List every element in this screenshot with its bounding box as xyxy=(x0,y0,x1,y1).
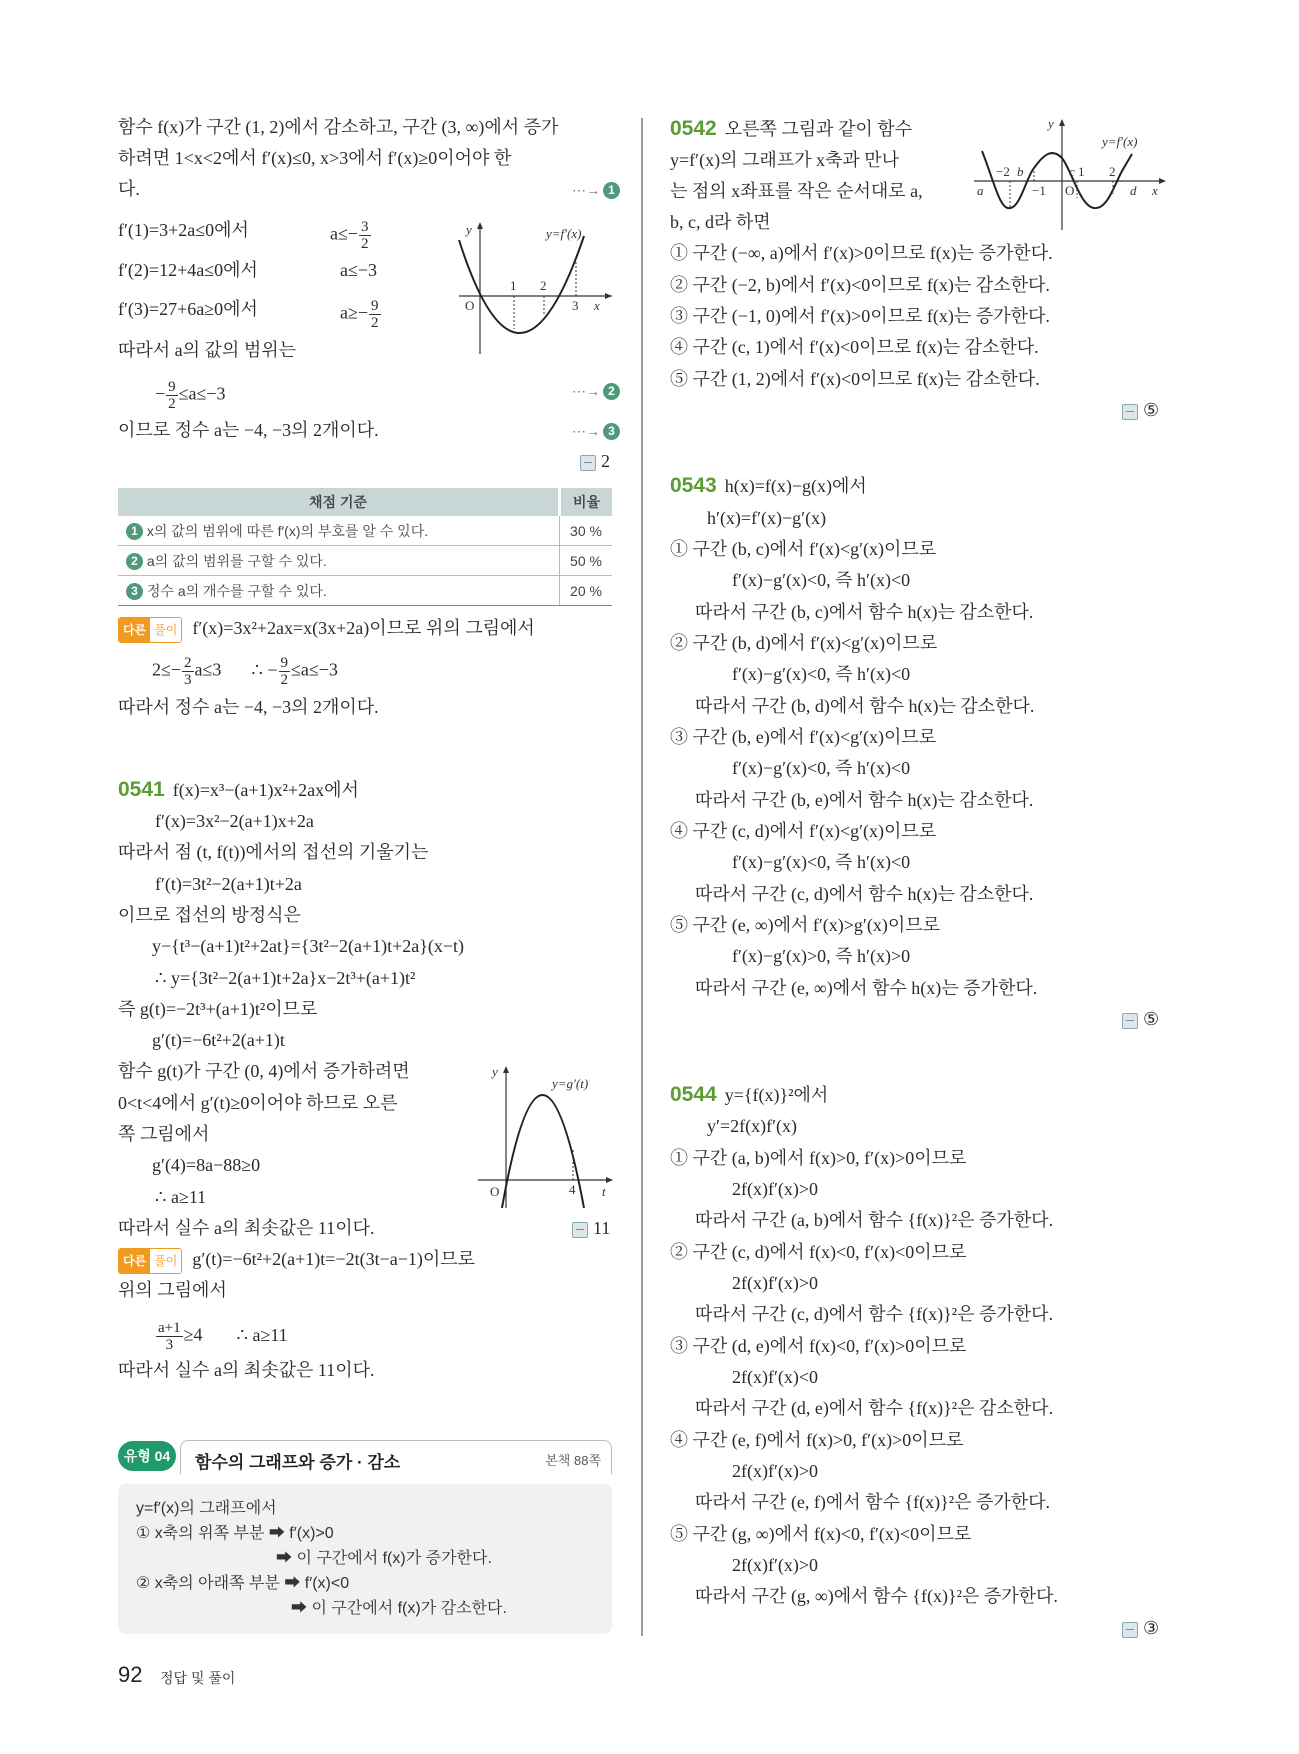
type-badge: 유형 04 xyxy=(118,1441,176,1471)
denominator: 2 xyxy=(168,396,176,412)
y-label: y xyxy=(1048,116,1054,131)
expr: ∴ − xyxy=(251,659,278,680)
problem-number: 0542 xyxy=(670,117,717,140)
answer-icon xyxy=(572,1222,588,1238)
solution-line: f′(x)−g′(x)<0, 즉 h′(x)<0 xyxy=(732,852,911,872)
solution-line: ④ 구간 (e, f)에서 f(x)>0, f′(x)>0이므로 xyxy=(670,1430,964,1450)
root-label: d xyxy=(1130,183,1137,198)
solution-line: 따라서 구간 (c, d)에서 함수 h(x)는 감소한다. xyxy=(695,884,1034,904)
solution-line: 2f(x)f′(x)>0 xyxy=(732,1555,819,1575)
solution-line: 따라서 실수 a의 최솟값은 11이다. xyxy=(118,1360,375,1380)
inequality: a≥− xyxy=(340,302,369,323)
column-header-ratio: 비율 xyxy=(560,488,613,516)
choice-line: ⑤ 구간 (1, 2)에서 f′(x)<0이므로 f(x)는 감소한다. xyxy=(670,369,1040,389)
badge-text: 풀이 xyxy=(150,618,181,642)
step-circle: 2 xyxy=(603,383,620,400)
solution-line: y=f′(x)의 그래프가 x축과 만나 xyxy=(670,150,900,170)
equation-left: f′(2)=12+4a≤0에서 xyxy=(118,260,258,280)
solution-line: 이므로 접선의 방정식은 xyxy=(118,905,301,925)
solution-line: 는 점의 x좌표를 작은 순서대로 a, xyxy=(670,181,923,201)
alt-solution-line xyxy=(118,617,535,643)
denominator: 2 xyxy=(371,315,379,331)
equation xyxy=(118,259,378,281)
solution-line: ② 구간 (b, d)에서 f′(x)<g′(x)이므로 xyxy=(670,633,938,653)
curve-label: y=f′(x) xyxy=(546,226,582,241)
solution-line: 다. xyxy=(118,179,140,199)
tip-line: ➡ 이 구간에서 f(x)가 증가한다. xyxy=(276,1550,492,1567)
ratio-cell: 20 % xyxy=(560,576,613,606)
arrow-icon: ⋯→ xyxy=(572,425,600,440)
solution-line: ① 구간 (a, b)에서 f(x)>0, f′(x)>0이므로 xyxy=(670,1148,967,1168)
fraction xyxy=(369,298,381,331)
solution-line: b, c, d라 하면 xyxy=(670,212,771,232)
answer-icon xyxy=(1122,404,1138,420)
answer xyxy=(572,1217,610,1239)
tick-label: 1 xyxy=(1078,164,1085,179)
problem-number: 0544 xyxy=(670,1083,717,1106)
step-marker-2 xyxy=(572,379,620,404)
solution-line: 2f(x)f′(x)>0 xyxy=(732,1179,819,1199)
solution-line: 2f(x)f′(x)>0 xyxy=(732,1273,819,1293)
answer xyxy=(1122,399,1159,421)
denominator: 2 xyxy=(361,236,369,252)
answer-value: 2 xyxy=(601,451,610,471)
graph-f-prime-parabola xyxy=(454,218,614,358)
solution-line: 따라서 구간 (b, c)에서 함수 h(x)는 감소한다. xyxy=(695,602,1034,622)
equation xyxy=(118,298,379,331)
badge-text: 풀이 xyxy=(150,1249,181,1273)
root-label: b xyxy=(1017,164,1024,179)
column-divider xyxy=(641,118,643,1636)
solution-line: 함수 f(x)가 구간 (1, 2)에서 감소하고, 구간 (3, ∞)에서 증가 xyxy=(118,117,559,137)
fraction xyxy=(182,655,194,688)
step-marker-1 xyxy=(572,178,620,203)
badge-text: 다른 xyxy=(119,618,150,642)
solution-line: ③ 구간 (b, e)에서 f′(x)<g′(x)이므로 xyxy=(670,727,937,747)
criteria-cell xyxy=(118,546,560,576)
solution-line: f′(x)−g′(x)<0, 즉 h′(x)<0 xyxy=(732,664,911,684)
fraction xyxy=(166,379,178,412)
tip-line: ① x축의 위쪽 부분 ➡ f′(x)>0 xyxy=(136,1525,334,1542)
solution-line: f′(x)−g′(x)>0, 즉 h′(x)>0 xyxy=(732,946,911,966)
answer-value: ⑤ xyxy=(1143,400,1160,420)
solution-line: 따라서 구간 (e, ∞)에서 함수 h(x)는 증가한다. xyxy=(695,978,1038,998)
solution-line: 2f(x)f′(x)>0 xyxy=(732,1461,819,1481)
solution-line: 따라서 점 (t, f(t))에서의 접선의 기울기는 xyxy=(118,842,429,862)
solution-line: 따라서 구간 (a, b)에서 함수 {f(x)}²은 증가한다. xyxy=(695,1210,1054,1230)
root-label: c xyxy=(1069,164,1075,179)
graph-f-prime-quartic xyxy=(972,116,1168,232)
denominator: 2 xyxy=(280,672,289,688)
solution-line: h′(x)=f′(x)−g′(x) xyxy=(707,508,827,528)
solution-line: 따라서 구간 (b, e)에서 함수 h(x)는 감소한다. xyxy=(695,790,1034,810)
solution-line: f′(x)=3x²−2(a+1)x+2a xyxy=(155,811,314,831)
step-circle: 1 xyxy=(603,182,620,199)
type-title: 함수의 그래프와 증가 · 감소 xyxy=(195,1453,401,1472)
inequality: ≤a≤−3 xyxy=(178,383,226,404)
t-label: t xyxy=(602,1184,606,1199)
tick-label: 3 xyxy=(572,298,579,313)
solution-line: 0<t<4에서 g′(t)≥0이어야 하므로 오른 xyxy=(118,1093,398,1113)
expr: 2≤− xyxy=(152,659,182,680)
solution-line: ① 구간 (b, c)에서 f′(x)<g′(x)이므로 xyxy=(670,539,937,559)
ratio-cell: 50 % xyxy=(560,546,613,576)
solution-line: 함수 g(t)가 구간 (0, 4)에서 증가하려면 xyxy=(118,1061,410,1081)
solution-line: 하려면 1<x<2에서 f′(x)≤0, x>3에서 f′(x)≥0이어야 한 xyxy=(118,148,512,168)
answer-value: ③ xyxy=(1143,1618,1160,1638)
tick-label: −2 xyxy=(996,164,1010,179)
graph-g-prime xyxy=(476,1062,616,1212)
problem-number: 0541 xyxy=(118,778,165,801)
fraction xyxy=(359,219,371,252)
tick-label: 2 xyxy=(540,278,547,293)
type-title-tab xyxy=(180,1440,612,1474)
table-row xyxy=(118,576,612,606)
alt-solution-text: g′(t)=−6t²+2(a+1)t=−2t(3t−a−1)이므로 xyxy=(192,1249,476,1270)
problem-0543-header xyxy=(670,475,867,497)
tick-label: −1 xyxy=(1032,183,1046,198)
inequality: a≤− xyxy=(330,223,359,244)
origin-label: O xyxy=(490,1184,500,1199)
solution-line: f′(x)−g′(x)<0, 즉 h′(x)<0 xyxy=(732,570,911,590)
solution-line: 쪽 그림에서 xyxy=(118,1124,210,1144)
solution-line: ④ 구간 (c, d)에서 f′(x)<g′(x)이므로 xyxy=(670,821,937,841)
solution-line: 2f(x)f′(x)<0 xyxy=(732,1367,819,1387)
equation-right xyxy=(330,219,372,252)
tick-label: 1 xyxy=(510,278,517,293)
alt-solution-badge xyxy=(118,1248,182,1274)
solution-text: y={f(x)}²에서 xyxy=(724,1085,829,1105)
origin-label: O xyxy=(465,298,475,313)
solution-text: f(x)=x³−(a+1)x²+2ax에서 xyxy=(172,780,359,800)
solution-line: 위의 그림에서 xyxy=(118,1280,227,1300)
criteria-cell xyxy=(118,576,560,606)
equation-left: f′(3)=27+6a≥0에서 xyxy=(118,299,258,319)
step-circle: 2 xyxy=(126,553,143,570)
step-circle: 3 xyxy=(603,423,620,440)
step-circle: 3 xyxy=(126,583,143,600)
solution-text: h(x)=f(x)−g(x)에서 xyxy=(724,476,867,496)
solution-line: ∴ y={3t²−2(a+1)t+2a}x−2t³+(a+1)t² xyxy=(155,968,416,988)
numerator: 9 xyxy=(168,379,176,395)
solution-line: 따라서 구간 (e, f)에서 함수 {f(x)}²은 증가한다. xyxy=(695,1492,1051,1512)
fraction xyxy=(156,1320,183,1353)
equation xyxy=(152,655,338,688)
equation xyxy=(155,379,226,412)
ratio-cell: 30 % xyxy=(560,516,613,546)
alt-solution-line xyxy=(118,1248,475,1274)
solution-line: ⑤ 구간 (e, ∞)에서 f′(x)>g′(x)이므로 xyxy=(670,915,941,935)
solution-line: y−{t³−(a+1)t²+2at}={3t²−2(a+1)t+2a}(x−t) xyxy=(152,936,465,956)
curve xyxy=(459,236,584,333)
tip-line: ➡ 이 구간에서 f(x)가 감소한다. xyxy=(291,1600,507,1617)
table-row xyxy=(118,546,612,576)
fraction xyxy=(279,655,291,688)
tip-line: ② x축의 아래쪽 부분 ➡ f′(x)<0 xyxy=(136,1575,350,1592)
choice-line: ① 구간 (−∞, a)에서 f′(x)>0이므로 f(x)는 증가한다. xyxy=(670,243,1053,263)
solution-line: ⑤ 구간 (g, ∞)에서 f(x)<0, f′(x)<0이므로 xyxy=(670,1524,972,1544)
answer-icon xyxy=(1122,1013,1138,1029)
answer xyxy=(1122,1008,1159,1030)
step-marker-3 xyxy=(572,419,620,444)
criteria-text: a의 값의 범위를 구할 수 있다. xyxy=(146,552,327,569)
solution-line: ③ 구간 (d, e)에서 f(x)<0, f′(x)>0이므로 xyxy=(670,1336,967,1356)
solution-line: ∴ a≥11 xyxy=(155,1187,207,1207)
solution-line: ② 구간 (c, d)에서 f(x)<0, f′(x)<0이므로 xyxy=(670,1242,967,1262)
grading-table xyxy=(118,488,612,606)
criteria-text: x의 값의 범위에 따른 f′(x)의 부호를 알 수 있다. xyxy=(146,522,429,539)
problem-0544-header xyxy=(670,1084,828,1106)
solution-line: 따라서 구간 (g, ∞)에서 함수 {f(x)}²은 증가한다. xyxy=(695,1586,1058,1606)
equation-right xyxy=(340,298,382,331)
solution-line: y′=2f(x)f′(x) xyxy=(707,1116,797,1136)
numerator: 9 xyxy=(280,655,289,671)
solution-line: 따라서 a의 값의 범위는 xyxy=(118,340,296,360)
numerator: 9 xyxy=(371,298,379,314)
problem-0541-header xyxy=(118,779,359,801)
solution-text: 오른쪽 그림과 같이 함수 xyxy=(724,119,913,139)
numerator: a+1 xyxy=(158,1320,181,1336)
alt-solution-text: f′(x)=3x²+2ax=x(3x+2a)이므로 위의 그림에서 xyxy=(192,618,535,639)
tip-line: y=f′(x)의 그래프에서 xyxy=(136,1500,277,1517)
criteria-text: 정수 a의 개수를 구할 수 있다. xyxy=(146,582,327,599)
x-axis-arrow-icon xyxy=(605,293,612,299)
y-label: y xyxy=(492,1064,498,1079)
solution-line: g′(4)=8a−88≥0 xyxy=(152,1155,261,1175)
page-section-label: 정답 및 풀이 xyxy=(160,1670,236,1686)
x-axis-arrow-icon xyxy=(1159,178,1166,184)
t-axis-arrow-icon xyxy=(606,1177,613,1183)
problem-number: 0543 xyxy=(670,474,717,497)
denominator: 3 xyxy=(165,1337,174,1353)
curve xyxy=(982,151,1132,208)
answer xyxy=(1122,1617,1159,1639)
solution-line: 따라서 정수 a는 −4, −3의 2개이다. xyxy=(118,697,379,717)
y-axis-arrow-icon xyxy=(1059,119,1065,126)
solution-line: 따라서 구간 (b, d)에서 함수 h(x)는 감소한다. xyxy=(695,696,1035,716)
answer-icon xyxy=(580,455,596,471)
expr: a≤3 xyxy=(194,659,222,680)
solution-line: 따라서 구간 (c, d)에서 함수 {f(x)}²은 증가한다. xyxy=(695,1304,1054,1324)
solution-line: f′(t)=3t²−2(a+1)t+2a xyxy=(155,874,302,894)
origin-label: O xyxy=(1065,183,1075,198)
column-header-criteria: 채점 기준 xyxy=(118,488,560,516)
choice-line: ② 구간 (−2, b)에서 f′(x)<0이므로 f(x)는 감소한다. xyxy=(670,275,1050,295)
solution-line: 따라서 실수 a의 최솟값은 11이다. xyxy=(118,1218,375,1238)
step-circle: 1 xyxy=(126,523,143,540)
type-04-header xyxy=(118,1440,612,1474)
answer-icon xyxy=(1122,1622,1138,1638)
y-axis-arrow-icon xyxy=(503,1066,509,1073)
y-axis-arrow-icon xyxy=(477,222,483,229)
expr: ≤a≤−3 xyxy=(291,659,338,680)
y-label: y xyxy=(466,222,472,237)
equation-right: a≤−3 xyxy=(340,260,378,280)
numerator: 3 xyxy=(361,219,369,235)
answer-value: 11 xyxy=(593,1218,611,1238)
page-number: 92 xyxy=(118,1662,143,1687)
answer-value: ⑤ xyxy=(1143,1009,1160,1029)
curve-label: y=f′(x) xyxy=(1102,134,1138,149)
criteria-cell xyxy=(118,516,560,546)
equation xyxy=(155,1320,288,1353)
badge-text: 다른 xyxy=(119,1249,150,1273)
choice-line: ④ 구간 (c, 1)에서 f′(x)<0이므로 f(x)는 감소한다. xyxy=(670,337,1039,357)
alt-solution-badge xyxy=(118,617,182,643)
answer xyxy=(580,450,610,472)
solution-line: 따라서 구간 (d, e)에서 함수 {f(x)}²은 감소한다. xyxy=(695,1398,1054,1418)
arrow-icon: ⋯→ xyxy=(572,184,600,199)
x-label: x xyxy=(594,298,600,313)
solution-line: 이므로 정수 a는 −4, −3의 2개이다. xyxy=(118,420,379,440)
choice-line: ③ 구간 (−1, 0)에서 f′(x)>0이므로 f(x)는 증가한다. xyxy=(670,306,1050,326)
root-label: a xyxy=(977,183,984,198)
tick-label: 2 xyxy=(1109,164,1116,179)
tick-label: 4 xyxy=(569,1182,576,1197)
equation-left: f′(1)=3+2a≤0에서 xyxy=(118,220,249,240)
arrow-icon: ⋯→ xyxy=(572,385,600,400)
solution-line: f′(x)−g′(x)<0, 즉 h′(x)<0 xyxy=(732,758,911,778)
sign: − xyxy=(155,383,166,404)
solution-line: g′(t)=−6t²+2(a+1)t xyxy=(152,1030,285,1050)
equation xyxy=(118,219,369,252)
solution-line: 즉 g(t)=−2t³+(a+1)t²이므로 xyxy=(118,999,318,1019)
numerator: 2 xyxy=(184,655,192,671)
denominator: 3 xyxy=(184,672,192,688)
problem-0542-header xyxy=(670,118,912,140)
textbook-page-ref: 본책 88쪽 xyxy=(545,1453,601,1468)
expr: ≥4 xyxy=(183,1324,203,1345)
expr: ∴ a≥11 xyxy=(236,1324,288,1345)
curve-label: y=g′(t) xyxy=(552,1076,589,1091)
table-row xyxy=(118,516,612,546)
x-label: x xyxy=(1152,183,1158,198)
type-04-tip-box xyxy=(118,1484,612,1634)
